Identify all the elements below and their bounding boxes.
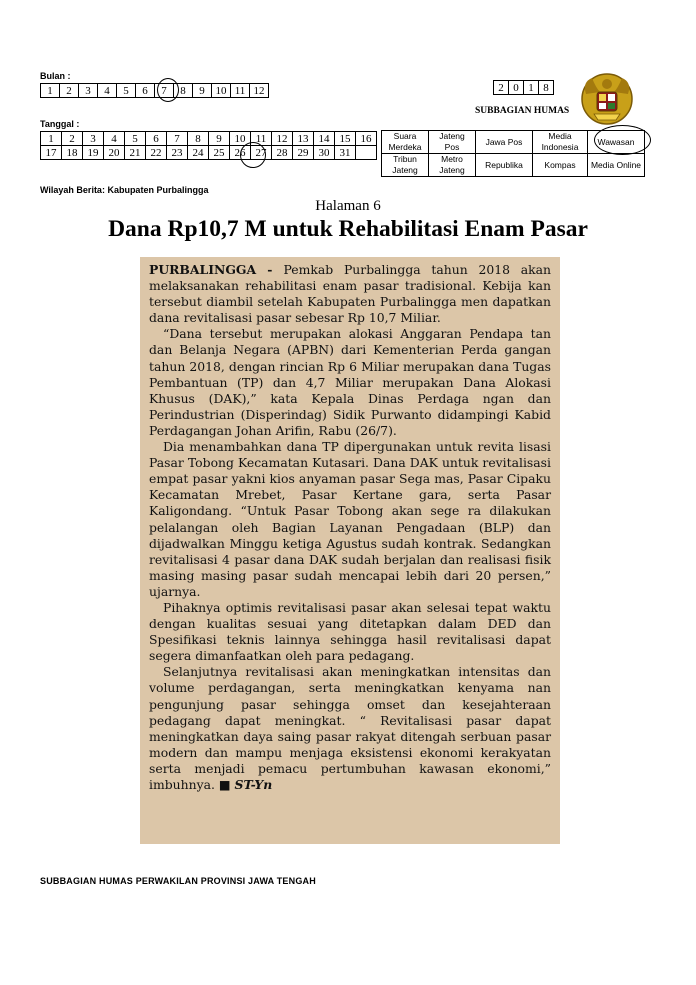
tanggal-cell: 27 [251, 146, 272, 160]
tanggal-cell: 9 [209, 132, 230, 146]
year-grid [493, 80, 554, 95]
page-number: Halaman 6 [315, 198, 381, 214]
tanggal-cell: 15 [335, 132, 356, 146]
tanggal-cell: 31 [335, 146, 356, 160]
dateline: PURBALINGGA - [149, 262, 284, 277]
headline: Dana Rp10,7 M untuk Rehabilitasi Enam Pasar [108, 216, 588, 242]
tanggal-cell: 10 [230, 132, 251, 146]
media-cell: Jawa Pos [476, 131, 533, 154]
tanggal-grid [40, 131, 377, 160]
tanggal-cell [356, 146, 377, 160]
paragraph-text: “Dana tersebut merupakan alokasi Anggaran Pendapa tan dan Belanja Negara (APBN) dari Kementerian Perda gangan tahun 2018, dengan rincian Rp 6 Miliar merupakan dana Tugas Pembantuan (TP) dan 4,7 Miliar merupakan Dana Alokasi Khusus (DAK),” kata Kepala Dinas Perdaga ngan dan Perindustrian (Disperindag) Sidik Purwanto didampingi Kabid Perdagangan Johan Arifin, Rabu (26/7). [149, 326, 551, 438]
tanggal-cell: 16 [356, 132, 377, 146]
bulan-cell: 8 [174, 84, 193, 98]
media-cell: Kompas [533, 154, 588, 177]
year-digit-cell: 2 [494, 81, 509, 95]
media-cell: Suara Merdeka [382, 131, 429, 154]
media-cell: Media Indonesia [533, 131, 588, 154]
article-paragraph [149, 600, 551, 664]
year-digit-cell: 0 [509, 81, 524, 95]
bulan-cell: 7 [155, 84, 174, 98]
tanggal-cell: 18 [62, 146, 83, 160]
tanggal-cell: 28 [272, 146, 293, 160]
byline: ST-Yn [234, 777, 273, 792]
media-cell: Tribun Jateng [382, 154, 429, 177]
media-cell: Metro Jateng [429, 154, 476, 177]
wilayah-berita: Wilayah Berita: Kabupaten Purbalingga [40, 185, 209, 195]
tanggal-cell: 25 [209, 146, 230, 160]
article-paragraph [149, 439, 551, 600]
bulan-cell: 6 [136, 84, 155, 98]
tanggal-cell: 24 [188, 146, 209, 160]
bulan-cell: 10 [212, 84, 231, 98]
paragraph-text: Pemkab Purbalingga tahun 2018 akan melaksanakan rehabilitasi enam pasar tradisional. Kebija kan tersebut diambil setelah Kabupaten Purbalingga men dapatkan dana revitalisasi pasar sebesar Rp 10,7 Miliar. [149, 262, 552, 326]
tanggal-cell: 11 [251, 132, 272, 146]
media-cell: Republika [476, 154, 533, 177]
tanggal-cell: 20 [104, 146, 125, 160]
bulan-cell: 3 [79, 84, 98, 98]
bulan-cell: 4 [98, 84, 117, 98]
tanggal-cell: 4 [104, 132, 125, 146]
tanggal-cell: 2 [62, 132, 83, 146]
tanggal-cell: 13 [293, 132, 314, 146]
tanggal-cell: 30 [314, 146, 335, 160]
paragraph-text: Pihaknya optimis revitalisasi pasar akan selesai tepat waktu dengan kualitas sesuai yang ditetapkan dalam DED dan Spesifikasi teknis lainnya sehingga hasil revitalisasi dapat segera dimanfaatkan oleh para pedagang. [149, 599, 551, 664]
media-cell: Wawasan [588, 131, 645, 154]
footer: SUBBAGIAN HUMAS PERWAKILAN PROVINSI JAWA TENGAH [40, 876, 316, 886]
tanggal-cell: 1 [41, 132, 62, 146]
tanggal-cell: 19 [83, 146, 104, 160]
media-cell: Media Online [588, 154, 645, 177]
garuda-emblem-icon [578, 68, 636, 126]
tanggal-cell: 26 [230, 146, 251, 160]
bulan-label: Bulan : [40, 71, 71, 81]
bulan-cell: 11 [231, 84, 250, 98]
article-paragraph [149, 326, 551, 439]
tanggal-cell: 29 [293, 146, 314, 160]
paragraph-text: Selanjutnya revitalisasi akan meningkatkan intensitas dan volume perdagangan, serta meningkatkan kenyama nan pengunjung pasar sehingga omset dan kesejahteraan pedagang dapat meningkat. “ Revitalisasi pasar dapat meningkatkan daya saing pasar rakyat ditengah serbuan pasar modern dan mampu menjaga eksistensi ekonomi kerakyatan serta menjadi pemacu pertumbuhan kawasan ekonomi,” imbuhnya. [149, 664, 551, 792]
media-cell: Jateng Pos [429, 131, 476, 154]
tanggal-cell: 5 [125, 132, 146, 146]
tanggal-cell: 22 [146, 146, 167, 160]
bulan-cell: 1 [41, 84, 60, 98]
subbagian-humas: SUBBAGIAN HUMAS [475, 106, 570, 116]
article-body [140, 257, 560, 793]
bulan-cell: 12 [250, 84, 269, 98]
tanggal-cell: 6 [146, 132, 167, 146]
newspaper-clipping [140, 257, 560, 844]
year-digit-cell: 1 [524, 81, 539, 95]
bulan-grid [40, 83, 269, 98]
bulan-cell: 9 [193, 84, 212, 98]
tanggal-cell: 3 [83, 132, 104, 146]
year-digit-cell: 8 [539, 81, 554, 95]
bulan-cell: 2 [60, 84, 79, 98]
paragraph-text: Dia menambahkan dana TP dipergunakan untuk revita lisasi Pasar Tobong Kecamatan Kutasari. Dana DAK untuk revitalisasi empat pasar yakni kios anyaman pasar Sega mas, Pasar Cipaku Kecamatan Mrebet, Pasar Kertane gara, serta Pasar Kaligondang. “Untuk Pasar Tobong akan sege ra dilakukan pelalangan oleh Bagian Layanan Pengadaan (BLP) dan dijadwalkan Minggu ketiga Agustus sudah kontrak. Sedangkan revitalisasi 4 pasar dana DAK sudah berjalan dan realisasi fisik masing masing pasar sudah mencapai lebih dari 20 persen,” ujarnya. [149, 439, 551, 599]
tanggal-cell: 7 [167, 132, 188, 146]
tanggal-cell: 8 [188, 132, 209, 146]
article-paragraph [149, 262, 551, 326]
tanggal-cell: 12 [272, 132, 293, 146]
tanggal-cell: 14 [314, 132, 335, 146]
tanggal-cell: 17 [41, 146, 62, 160]
tanggal-cell: 23 [167, 146, 188, 160]
tanggal-label: Tanggal : [40, 119, 80, 129]
article-paragraph: Selanjutnya revitalisasi akan meningkatkan intensitas dan volume perdagangan, serta meningkatkan kenyama nan pengunjung pasar sehingga omset dan kesejahteraan pedagang dapat meningkat. “ Revitalisasi pasar dapat meningkatkan daya saing pasar rakyat ditengah serbuan pasar modern dan mampu menjaga eksistensi ekonomi kerakyatan serta menjadi pemacu pertumbuhan kawasan ekonomi,” imbuhnya. ■ ST-Yn [149, 664, 551, 792]
tanggal-cell: 21 [125, 146, 146, 160]
bulan-cell: 5 [117, 84, 136, 98]
media-grid [381, 130, 645, 177]
